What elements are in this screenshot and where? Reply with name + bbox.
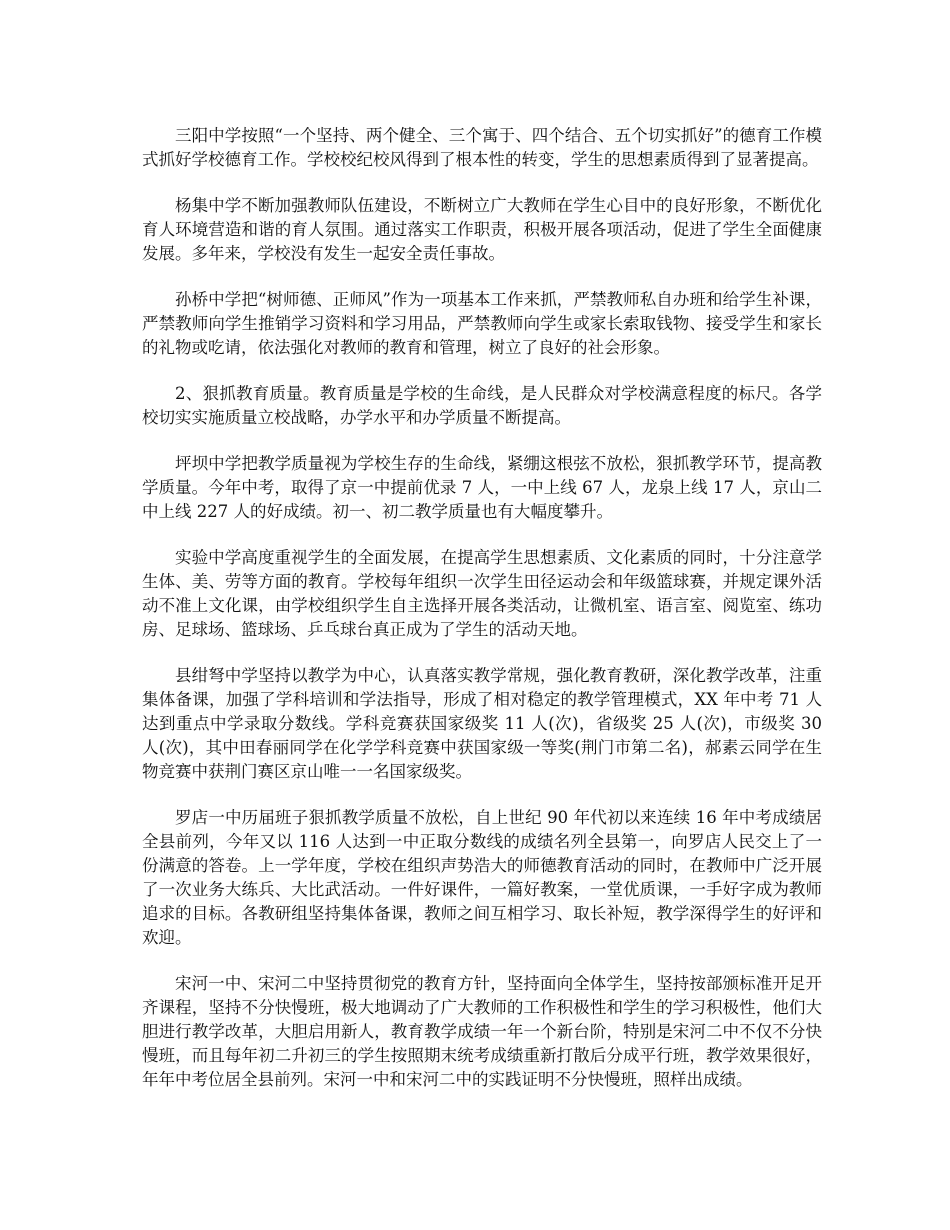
paragraph-songhe: 宋河一中、宋河二中坚持贯彻党的教育方针，坚持面向全体学生，坚持按部颁标准开足开齐课程，坚持不分快慢班，极大地调动了广大教师的工作积极性和学生的学习积极性，他们大胆进行教学改革，大胆启用新人，教育教学成绩一年一个新台阶，特别是宋河二中不仅不分快慢班，而且每年初二升初三的学生按照期末统考成绩重新打散后分成平行班，教学效果很好，年年中考位居全县前列。宋河一中和宋河二中的实践证明不分快慢班，照样出成绩。 xyxy=(142,974,822,1089)
paragraph-shiyan: 实验中学高度重视学生的全面发展，在提高学生思想素质、文化素质的同时，十分注意学生体、美、劳等方面的教育。学校每年组织一次学生田径运动会和年级篮球赛，并规定课外活动不准上文化课，由学校组织学生自主选择开展各类活动，让微机室、语言室、阅览室、练功房、足球场、篮球场、乒乓球台真正成为了学生的活动天地。 xyxy=(142,548,822,639)
paragraph-quality-heading: 2、狠抓教育质量。教育质量是学校的生命线，是人民群众对学校满意程度的标尺。各学校切实实施质量立校战略，办学水平和办学质量不断提高。 xyxy=(142,384,822,427)
paragraph-sunqiao: 孙桥中学把“树师德、正师风”作为一项基本工作来抓，严禁教师私自办班和给学生补课，严禁教师向学生推销学习资料和学习用品，严禁教师向学生或家长索取钱物、接受学生和家长的礼物或吃请，依法强化对教师的教育和管理，树立了良好的社会形象。 xyxy=(142,290,822,357)
paragraph-sanyang: 三阳中学按照“一个坚持、两个健全、三个寓于、四个结合、五个切实抓好”的德育工作模式抓好学校德育工作。学校校纪校风得到了根本性的转变，学生的思想素质得到了显著提高。 xyxy=(142,126,822,169)
paragraph-luodian: 罗店一中历届班子狠抓教学质量不放松，自上世纪 90 年代初以来连续 16 年中考成绩居全县前列，今年又以 116 人达到一中正取分数线的成绩名列全县第一，向罗店人民交上了一份满意的答卷。上一学年度，学校在组织声势浩大的师德教育活动的同时，在教师中广泛开展了一次业务大练兵、大比武活动。一件好课件，一篇好教案，一堂优质课，一手好字成为教师追求的目标。各教研组坚持集体备课，教师之间互相学习、取长补短，教学深得学生的好评和欢迎。 xyxy=(142,808,822,947)
paragraph-pingba: 坪坝中学把教学质量视为学校生存的生命线，紧绷这根弦不放松，狠抓教学环节，提高教学质量。今年中考，取得了京一中提前优录 7 人，一中上线 67 人，龙泉上线 17 人，京山二中上线 227 人的好成绩。初一、初二教学质量也有大幅度攀升。 xyxy=(142,454,822,521)
paragraph-ganu: 县绀弩中学坚持以教学为中心，认真落实教学常规，强化教育教研，深化教学改革，注重集体备课，加强了学科培训和学法指导，形成了相对稳定的教学管理模式，XX 年中考 71 人达到重点中学录取分数线。学科竞赛获国家级奖 11 人(次)，省级奖 25 人(次)，市级奖 30 人(次)，其中田春丽同学在化学学科竞赛中获国家级一等奖(荆门市第二名)，郝素云同学在生物竞赛中获荆门赛区京山唯一一名国家级奖。 xyxy=(142,666,822,781)
paragraph-yangji: 杨集中学不断加强教师队伍建设，不断树立广大教师在学生心目中的良好形象，不断优化育人环境营造和谐的育人氛围。通过落实工作职责，积极开展各项活动，促进了学生全面健康发展。多年来，学校没有发生一起安全责任事故。 xyxy=(142,196,822,263)
document-body xyxy=(142,124,822,1114)
